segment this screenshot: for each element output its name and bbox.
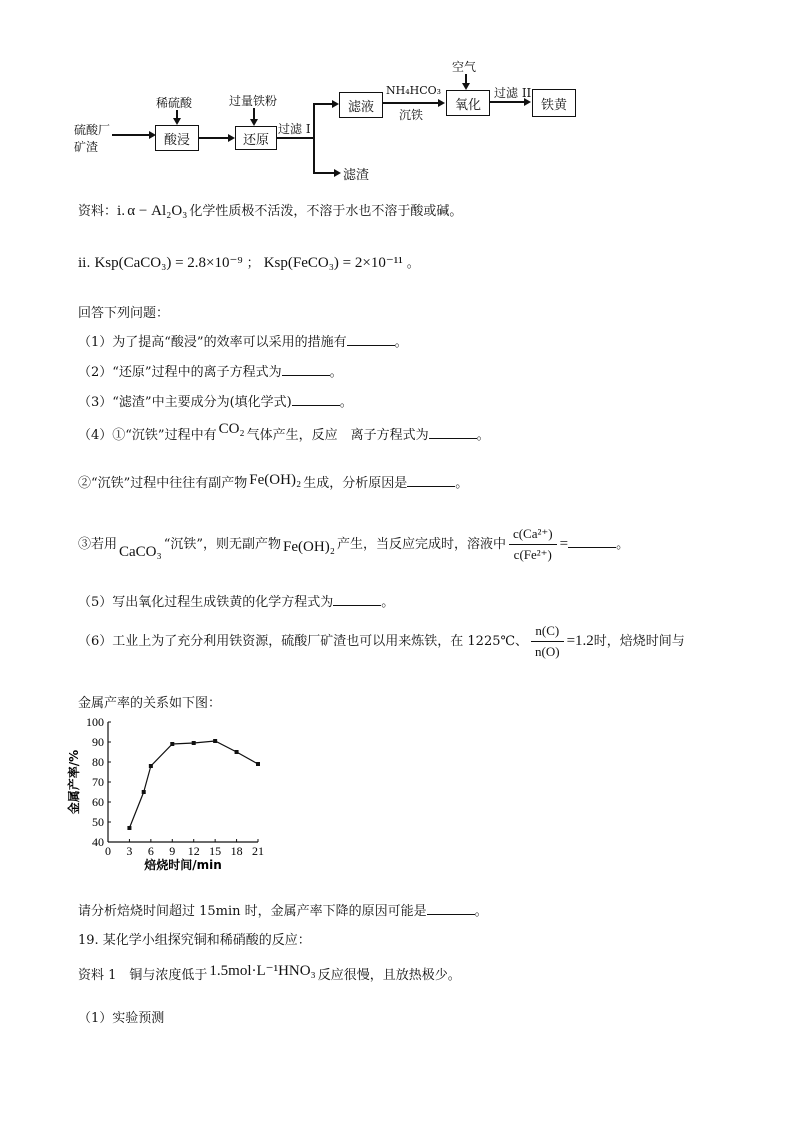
- answer-blank[interactable]: [407, 474, 455, 487]
- box-oxidation: 氧化: [446, 90, 490, 116]
- question-3: （3）“滤渣”中主要成分为(填化学式) 。: [78, 395, 353, 410]
- x-tick-label: 12: [187, 844, 200, 858]
- filter-1-label: 过滤 I: [278, 122, 311, 136]
- data-point: [149, 764, 153, 768]
- x-tick-label: 15: [209, 844, 222, 858]
- box-filtrate: 滤液: [339, 92, 383, 118]
- x-tick-label: 0: [105, 844, 111, 858]
- experiment-prediction: （1）实验预测: [78, 1011, 165, 1026]
- answer-blank[interactable]: [292, 393, 340, 406]
- data-point: [170, 742, 174, 746]
- question-6: （6）工业上为了充分利用铁资源，硫酸厂矿渣也可以用来炼铁，在 1225℃、 $\frac{n(C)}{n(O)}$ =1.2时，焙烧时间与: [78, 623, 685, 659]
- data-point: [213, 739, 217, 743]
- question-4-3: ③若用 CaCO₃ “沉铁”，则无副产物 Fe(OH)₂ 产生，当反应完成时，溶液中 $\frac{\text{c(Ca²⁺)}}{\text{c(Fe²⁺)}}$ = 。: [78, 526, 630, 562]
- answer-blank[interactable]: [427, 902, 475, 915]
- y-axis-label: 金属产率/%: [67, 749, 81, 815]
- box-reduction: 还原: [235, 126, 277, 150]
- x-tick-label: 6: [147, 844, 154, 858]
- answer-blank[interactable]: [347, 333, 395, 346]
- box-acid-leach: 酸浸: [155, 125, 199, 151]
- y-tick-label: 40: [92, 835, 104, 849]
- y-tick-label: 70: [92, 775, 104, 789]
- x-tick-label: 3: [126, 844, 133, 858]
- question-19-title: 19. 某化学小组探究铜和稀硝酸的反应：: [78, 933, 311, 948]
- y-tick-label: 60: [92, 795, 104, 809]
- x-tick-label: 21: [252, 844, 264, 858]
- box-iron-yellow: 铁黄: [532, 89, 576, 117]
- resource-1: 资料 1 铜与浓度低于 1.5mol·L⁻¹HNO₃ 反应很慢，且放热极少。: [78, 963, 461, 983]
- filter-residue-label: 滤渣: [343, 168, 370, 183]
- series-line: [129, 741, 258, 828]
- answer-blank[interactable]: [333, 593, 381, 606]
- answer-blank[interactable]: [568, 535, 616, 548]
- data-point: [256, 762, 260, 766]
- reagent-dilute-sulfuric-acid: 稀硫酸: [156, 96, 193, 110]
- data-point: [127, 826, 131, 830]
- raw-material-label: 硫酸厂 矿渣: [74, 123, 111, 154]
- filter-2-label: 过滤 II: [494, 86, 532, 100]
- answer-blank[interactable]: [282, 363, 330, 376]
- question-6-ask: 请分析焙烧时间超过 15min 时，金属产率下降的原因可能是 。: [78, 904, 488, 919]
- question-6-line2: 金属产率的关系如下图：: [78, 696, 222, 711]
- question-1: （1）为了提高“酸浸”的效率可以采用的措施有 。: [78, 335, 408, 350]
- x-axis-label: 焙烧时间/min: [144, 858, 222, 872]
- answer-blank[interactable]: [429, 426, 477, 439]
- x-tick-label: 9: [169, 844, 176, 858]
- question-4-2: ②“沉铁”过程中往往有副产物 Fe(OH)₂ 生成，分析原因是 。: [78, 472, 469, 491]
- question-5: （5）写出氧化过程生成铁黄的化学方程式为 。: [78, 595, 395, 610]
- metal-yield-chart: [60, 712, 280, 872]
- data-point: [192, 741, 196, 745]
- question-2: （2）“还原”过程中的离子方程式为 。: [78, 365, 343, 380]
- x-tick-label: 18: [230, 844, 243, 858]
- questions-intro: 回答下列问题：: [78, 306, 170, 321]
- y-tick-label: 100: [86, 715, 104, 729]
- info-line-ii: ii. Ksp(CaCO₃) = 2.8×10⁻⁹ ； Ksp(FeCO₃) = 2×10⁻¹¹ 。: [78, 255, 420, 271]
- question-4-1: （4）①“沉铁”过程中有 CO₂ 气体产生，反应 离子方程式为 。: [78, 421, 490, 443]
- data-point: [142, 790, 146, 794]
- y-tick-label: 50: [92, 815, 104, 829]
- y-tick-label: 90: [92, 735, 104, 749]
- reagent-excess-iron-powder: 过量铁粉: [229, 94, 278, 108]
- step-precipitate-iron: 沉铁: [399, 108, 424, 122]
- reagent-air: 空气: [452, 60, 477, 74]
- info-line-i: 资料：i. α − Al₂O₃ 化学性质极不活泼，不溶于水也不溶于酸或碱。: [78, 203, 463, 219]
- data-point: [235, 750, 239, 754]
- reagent-ammonium-bicarbonate: NH₄HCO₃: [386, 84, 442, 97]
- y-tick-label: 80: [92, 755, 104, 769]
